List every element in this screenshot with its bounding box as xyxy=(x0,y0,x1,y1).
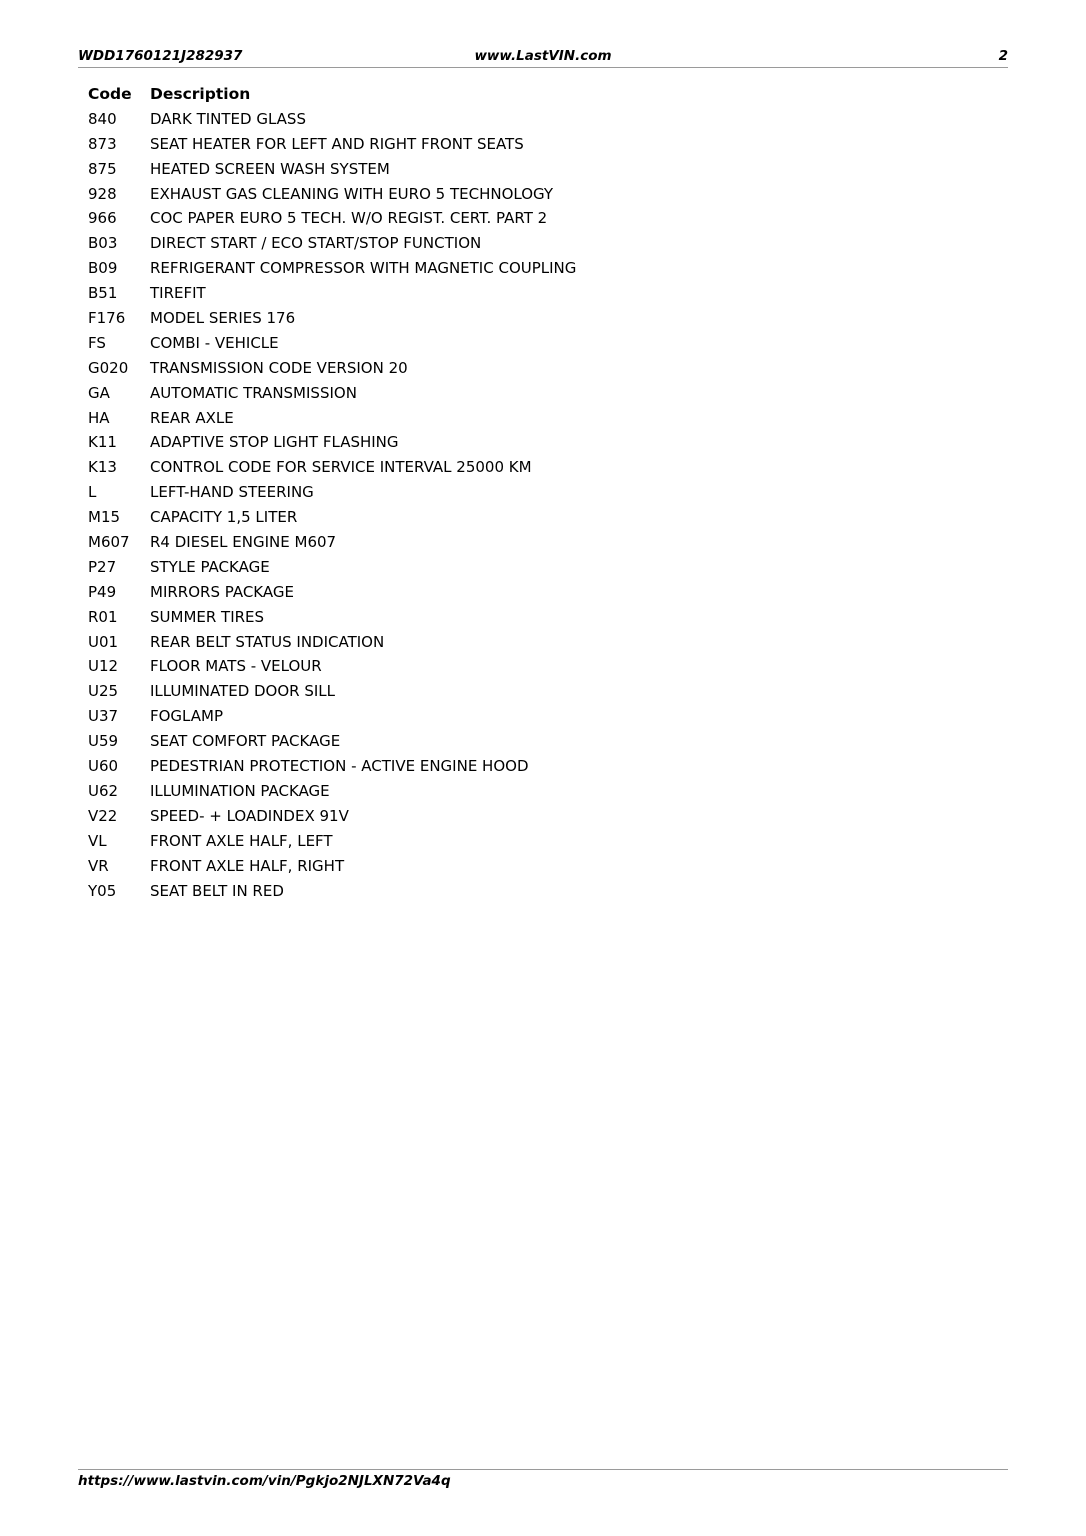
option-description: PEDESTRIAN PROTECTION - ACTIVE ENGINE HOOD xyxy=(150,757,529,776)
option-description: MODEL SERIES 176 xyxy=(150,309,296,328)
option-description: HEATED SCREEN WASH SYSTEM xyxy=(150,159,390,178)
option-description: TRANSMISSION CODE VERSION 20 xyxy=(150,358,408,377)
option-code: B03 xyxy=(88,234,118,253)
table-row xyxy=(88,505,888,530)
header-site: www.LastVIN.com xyxy=(474,48,612,64)
table-row xyxy=(88,804,888,829)
option-description: EXHAUST GAS CLEANING WITH EURO 5 TECHNOLOGY xyxy=(150,184,554,203)
option-description: LEFT-HAND STEERING xyxy=(150,483,314,502)
table-body xyxy=(88,107,888,904)
table-row xyxy=(88,729,888,754)
option-code: M15 xyxy=(88,508,121,527)
option-description: TIREFIT xyxy=(150,284,206,303)
option-code: VR xyxy=(88,856,109,875)
table-row xyxy=(88,331,888,356)
table-row xyxy=(88,455,888,480)
footer-url: https://www.lastvin.com/vin/Pgkjo2NJLXN72Va4q xyxy=(78,1473,451,1489)
table-row xyxy=(88,480,888,505)
option-description: MIRRORS PACKAGE xyxy=(150,582,294,601)
option-code: F176 xyxy=(88,309,126,328)
header-vin: WDD1760121J282937 xyxy=(78,48,243,64)
option-code: U12 xyxy=(88,657,119,676)
option-description: SEAT BELT IN RED xyxy=(150,881,284,900)
option-code: Y05 xyxy=(88,881,117,900)
option-code: VL xyxy=(88,831,107,850)
table-row xyxy=(88,580,888,605)
page-header xyxy=(78,46,1008,66)
option-description: SPEED- + LOADINDEX 91V xyxy=(150,806,349,825)
option-description: COMBI - VEHICLE xyxy=(150,333,279,352)
option-description: ILLUMINATED DOOR SILL xyxy=(150,682,336,701)
table-row xyxy=(88,879,888,904)
table-row xyxy=(88,132,888,157)
option-description: SUMMER TIRES xyxy=(150,607,265,626)
table-row xyxy=(88,704,888,729)
table-row xyxy=(88,829,888,854)
table-header-row xyxy=(88,82,888,107)
option-code: P27 xyxy=(88,557,117,576)
option-code: U25 xyxy=(88,682,119,701)
option-description: ILLUMINATION PACKAGE xyxy=(150,781,330,800)
option-code: G020 xyxy=(88,358,129,377)
option-description: REAR AXLE xyxy=(150,408,234,427)
option-description: REFRIGERANT COMPRESSOR WITH MAGNETIC COUPLING xyxy=(150,259,577,278)
header-divider xyxy=(78,67,1008,68)
table-row xyxy=(88,107,888,132)
option-code: 928 xyxy=(88,184,117,203)
table-row xyxy=(88,182,888,207)
column-header-description: Description xyxy=(150,85,251,103)
option-description: REAR BELT STATUS INDICATION xyxy=(150,632,385,651)
option-description: R4 DIESEL ENGINE M607 xyxy=(150,533,337,552)
table-row xyxy=(88,854,888,879)
table-row xyxy=(88,231,888,256)
table-row xyxy=(88,256,888,281)
option-description: AUTOMATIC TRANSMISSION xyxy=(150,383,357,402)
table-row xyxy=(88,381,888,406)
table-row xyxy=(88,779,888,804)
table-row xyxy=(88,306,888,331)
option-description: FRONT AXLE HALF, RIGHT xyxy=(150,856,345,875)
option-code: U59 xyxy=(88,732,119,751)
option-code: K11 xyxy=(88,433,117,452)
option-code-table xyxy=(88,82,888,903)
option-code: L xyxy=(88,483,97,502)
option-description: DARK TINTED GLASS xyxy=(150,109,306,128)
option-code: 873 xyxy=(88,134,117,153)
option-description: SEAT COMFORT PACKAGE xyxy=(150,732,341,751)
table-row xyxy=(88,654,888,679)
option-code: M607 xyxy=(88,533,130,552)
header-page-number: 2 xyxy=(998,48,1008,64)
table-row xyxy=(88,530,888,555)
option-code: V22 xyxy=(88,806,118,825)
option-description: CONTROL CODE FOR SERVICE INTERVAL 25000 KM xyxy=(150,458,532,477)
option-code: U60 xyxy=(88,757,119,776)
option-description: ADAPTIVE STOP LIGHT FLASHING xyxy=(150,433,399,452)
table-row xyxy=(88,281,888,306)
option-code: K13 xyxy=(88,458,117,477)
option-code: U01 xyxy=(88,632,119,651)
table-row xyxy=(88,430,888,455)
option-description: SEAT HEATER FOR LEFT AND RIGHT FRONT SEATS xyxy=(150,134,524,153)
option-description: FLOOR MATS - VELOUR xyxy=(150,657,322,676)
column-header-code: Code xyxy=(88,85,132,103)
table-row xyxy=(88,157,888,182)
option-code: B51 xyxy=(88,284,118,303)
table-row xyxy=(88,630,888,655)
table-row xyxy=(88,356,888,381)
option-code: B09 xyxy=(88,259,118,278)
table-row xyxy=(88,406,888,431)
table-row xyxy=(88,679,888,704)
option-code: 840 xyxy=(88,109,117,128)
option-code: 875 xyxy=(88,159,117,178)
option-description: FRONT AXLE HALF, LEFT xyxy=(150,831,333,850)
option-code: FS xyxy=(88,333,106,352)
option-code: 966 xyxy=(88,209,117,228)
table-row xyxy=(88,206,888,231)
footer-divider xyxy=(78,1469,1008,1470)
table-row xyxy=(88,605,888,630)
option-code: U62 xyxy=(88,781,119,800)
option-code: GA xyxy=(88,383,110,402)
option-description: STYLE PACKAGE xyxy=(150,557,270,576)
table-row xyxy=(88,555,888,580)
option-description: CAPACITY 1,5 LITER xyxy=(150,508,298,527)
option-description: FOGLAMP xyxy=(150,707,224,726)
option-code: U37 xyxy=(88,707,119,726)
option-description: DIRECT START / ECO START/STOP FUNCTION xyxy=(150,234,482,253)
table-row xyxy=(88,754,888,779)
option-code: P49 xyxy=(88,582,117,601)
option-code: R01 xyxy=(88,607,118,626)
option-description: COC PAPER EURO 5 TECH. W/O REGIST. CERT. PART 2 xyxy=(150,209,548,228)
option-code: HA xyxy=(88,408,110,427)
